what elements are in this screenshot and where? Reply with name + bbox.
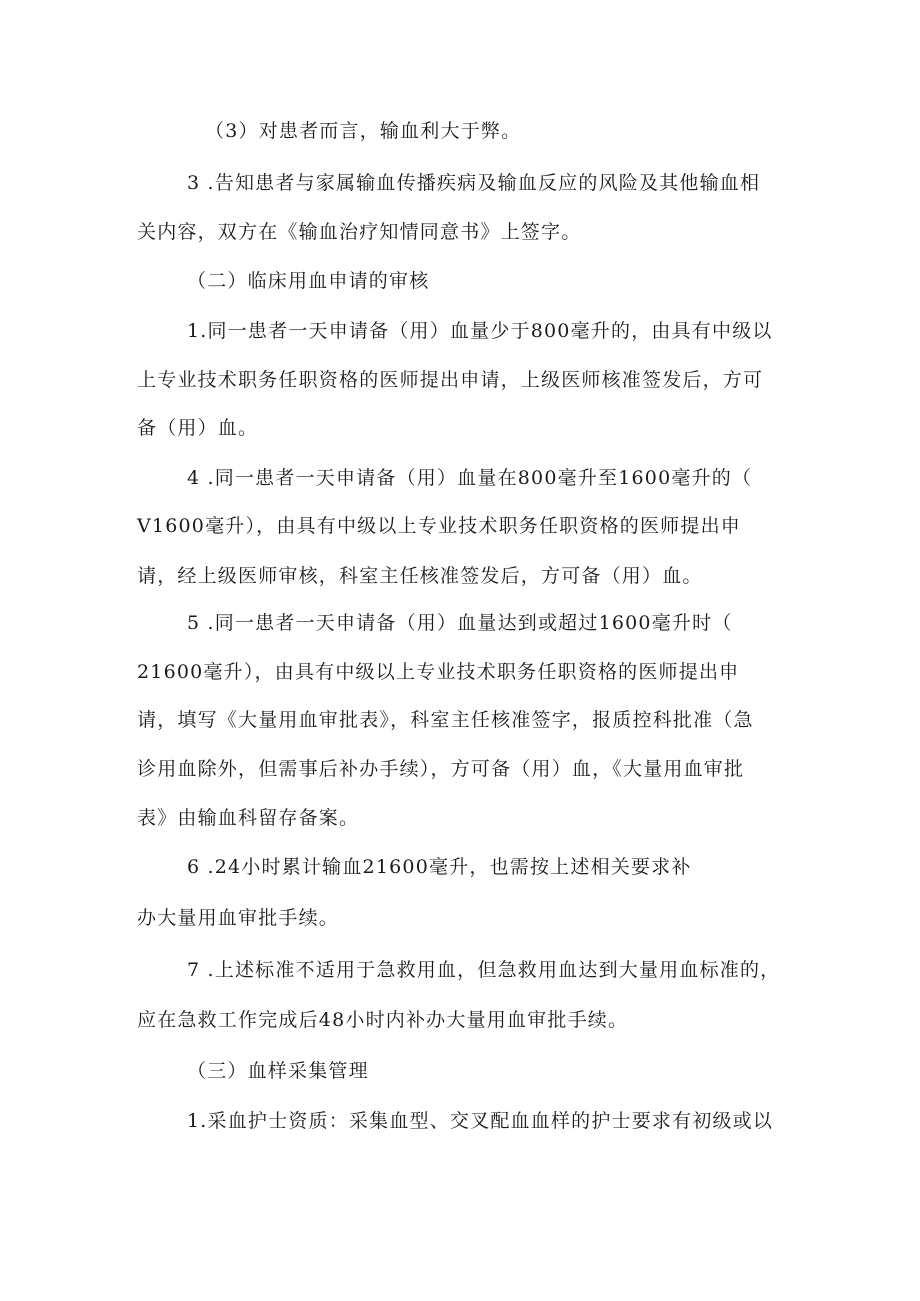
text-line: 5 .同一患者一天申请备（用）血量达到或超过1600毫升时（ bbox=[187, 612, 733, 634]
text-line: 请，经上级医师审核，科室主任核准签发后，方可备（用）血。 bbox=[137, 565, 703, 587]
text-line: 上专业技术职务任职资格的医师提出申请，上级医师核准签发后，方可 bbox=[137, 369, 764, 391]
text-line: 1.同一患者一天申请备（用）血量少于800毫升的，由具有中级以 bbox=[187, 320, 773, 342]
text-line: 备（用）血。 bbox=[137, 417, 259, 439]
text-line: V1600毫升），由具有中级以上专业技术职务任职资格的医师提出申 bbox=[137, 515, 741, 537]
text-line: 1.采血护士资质：采集血型、交叉配血血样的护士要求有初级或以 bbox=[187, 1110, 774, 1132]
text-line: 3 .告知患者与家属输血传播疾病及输血反应的风险及其他输血相 bbox=[187, 172, 761, 194]
text-line: 4 .同一患者一天申请备（用）血量在800毫升至1600毫升的（ bbox=[187, 467, 753, 489]
text-line: （3）对患者而言，输血利大于弊。 bbox=[205, 120, 522, 142]
text-line: 关内容，双方在《输血治疗知情同意书》上签字。 bbox=[137, 221, 582, 243]
text-line: 应在急救工作完成后48小时内补办大量用血审批手续。 bbox=[137, 1009, 629, 1031]
text-line: 表》由输血科留存备案。 bbox=[137, 807, 360, 829]
text-line: 21600毫升），由具有中级以上专业技术职务任职资格的医师提出申 bbox=[137, 661, 740, 683]
section-heading: （三）血样采集管理 bbox=[187, 1060, 369, 1082]
text-line: 诊用血除外，但需事后补办手续），方可备（用）血，《大量用血审批 bbox=[137, 758, 745, 780]
text-line: 办大量用血审批手续。 bbox=[137, 907, 340, 929]
text-line: 7 .上述标准不适用于急救用血，但急救用血达到大量用血标准的， bbox=[187, 959, 781, 981]
text-line: 6 .24小时累计输血21600毫升，也需按上述相关要求补 bbox=[187, 856, 692, 878]
section-heading: （二）临床用血申请的审核 bbox=[187, 270, 430, 292]
text-line: 请，填写《大量用血审批表》，科室主任核准签字，报质控科批准（急 bbox=[137, 709, 754, 731]
